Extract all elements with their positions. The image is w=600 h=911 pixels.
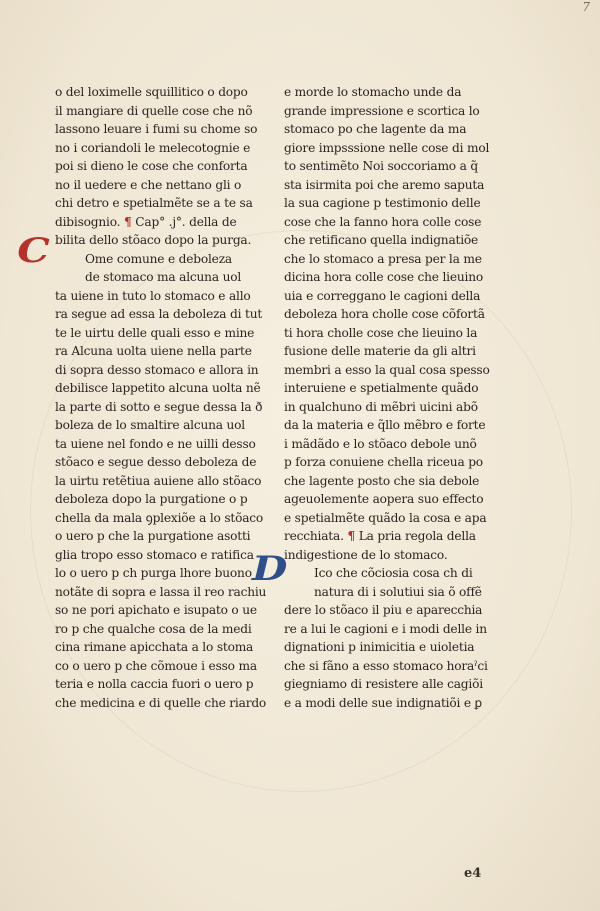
text-line: lassono leuare i fumi su chome so	[55, 122, 258, 136]
text-line: interuiene e spetialmente quãdo	[284, 381, 479, 395]
text-fragment: dibisognio.	[55, 214, 121, 229]
text-line: e spetialmẽte quãdo la cosa e apa	[284, 510, 487, 525]
text-line: lo o uero p ch purga lhore buono	[55, 566, 252, 580]
text-line: grande impressione e scortica lo	[284, 103, 480, 118]
red-initial: C	[17, 231, 50, 271]
text-line: e a modi delle sue indignatiõi e ꝑ	[284, 695, 483, 710]
text-line: che lagente posto che sia debole	[284, 473, 480, 488]
text-line: ra segue ad essa la deboleza di tut	[55, 307, 263, 321]
text-line: chella da mala ꝯplexiõe a lo stõaco	[55, 510, 264, 525]
text-line: giore impsssione nelle cose di mol	[284, 140, 490, 155]
text-line: poi si dieno le cose che conforta	[55, 159, 248, 173]
blue-initial: D	[252, 549, 288, 589]
text-line: deboleza hora cholle cose cõfortã	[284, 307, 485, 321]
text-line: che medicina e di quelle che riardo	[55, 695, 267, 710]
text-line: ti hora cholle cose che lieuino la	[284, 325, 478, 340]
text-line: che si fãno a esso stomaco horaˀci	[284, 658, 488, 673]
text-line: i mãdãdo e lo stõaco debole unõ	[284, 436, 477, 451]
text-line: indigestione de lo stomaco.	[284, 547, 448, 562]
text-line: fusione delle materie da gli altri	[284, 344, 476, 358]
text-line: re a lui le cagioni e i modi delle in	[284, 621, 487, 636]
text-line: no i coriandoli le melecotognie e	[55, 140, 251, 155]
text-line: la parte di sotto e segue dessa la ð	[55, 399, 263, 414]
text-line: de stomaco ma alcuna uol	[85, 270, 242, 284]
text-line: che lo stomaco a presa per la me	[284, 251, 482, 266]
text-line: ra Alcuna uolta uiene nella parte	[55, 344, 252, 358]
text-line: di sopra desso stomaco e allora in	[55, 362, 259, 377]
text-line: ta uiene nel fondo e ne uilli desso	[55, 436, 256, 451]
text-line: dere lo stõaco il piu e aparecchia	[284, 603, 483, 617]
text-line: glia tropo esso stomaco e ratifica	[55, 547, 254, 562]
right-column	[284, 83, 506, 712]
text-line: sta isirmita poi che aremo saputa	[284, 177, 485, 192]
text-line: da la materia e q̃llo mẽbro e forte	[284, 418, 486, 432]
rule-heading: La pria regola della	[358, 529, 476, 543]
text-line: dicina hora colle cose che lieuino	[284, 270, 484, 284]
text-line	[284, 527, 506, 546]
text-line: co o uero p che cõmoue i esso ma	[55, 658, 257, 673]
pilcrow-mark: ¶	[347, 529, 355, 543]
text-line: chi detro e spetialmẽte se a te sa	[55, 196, 253, 210]
text-line: boleza de lo smaltire alcuna uol	[55, 418, 246, 432]
text-line: natura di i solutiui sia õ offẽ	[314, 584, 482, 599]
text-line: uia e correggano le cagioni della	[284, 288, 481, 303]
text-line: stomaco po che lagente da ma	[284, 122, 467, 136]
text-line: cina rimane apicchata a lo stoma	[55, 640, 254, 654]
left-column	[55, 83, 275, 712]
text-line: cose che la fanno hora colle cose	[284, 214, 482, 229]
text-line: teria e nolla caccia fuori o uero p	[55, 677, 254, 691]
text-line: Ico che cõciosia cosa ch di	[314, 566, 473, 580]
text-line: dignationi p inimicitia e uioletia	[284, 640, 475, 654]
text-line: ro p che qualche cosa de la medi	[55, 621, 252, 636]
text-line: in qualchuno di mẽbri uicini abõ	[284, 399, 478, 414]
text-line: notãte di sopra e lassa il reo rachiu	[55, 584, 267, 599]
pilcrow-mark: ¶	[124, 214, 132, 229]
text-line: stõaco e segue desso deboleza de	[55, 455, 257, 469]
text-line: o uero p che la purgatione asotti	[55, 529, 251, 543]
text-line: e morde lo stomacho unde da	[284, 85, 462, 99]
text-line: to sentimẽto Noi soccoriamo a q̃	[284, 159, 478, 173]
text-line: il mangiare di quelle cose che nõ	[55, 103, 253, 118]
text-line: no il uedere e che nettano gli o	[55, 177, 242, 192]
text-line: che retificano quella indignatiõe	[284, 233, 479, 247]
text-fragment: recchiata.	[284, 529, 344, 543]
text-line: debilisce lappetito alcuna uolta nẽ	[55, 381, 261, 395]
signature-mark: e4	[464, 866, 482, 881]
text-line: la uirtu retẽtiua auiene allo stõaco	[55, 473, 262, 488]
chapter-heading: Cap° .j°. della de	[135, 214, 237, 229]
text-line: la sua cagione p testimonio delle	[284, 196, 481, 210]
text-line: ta uiene in tuto lo stomaco e allo	[55, 288, 251, 303]
corner-mark: 7	[582, 0, 590, 14]
text-line: Ome comune e deboleza	[85, 251, 232, 266]
text-line: te le uirtu delle quali esso e mine	[55, 325, 255, 340]
text-line: bilita dello stõaco dopo la purga.	[55, 233, 252, 247]
text-line: ageuolemente aopera suo effecto	[284, 492, 484, 506]
text-line	[55, 213, 275, 232]
text-line: so ne pori apichato e isupato o ue	[55, 603, 257, 617]
text-line: giegniamo di resistere alle cagiõi	[284, 677, 483, 691]
text-line: membri a esso la qual cosa spesso	[284, 362, 490, 377]
text-line: p forza conuiene chella riceua po	[284, 455, 483, 469]
text-line: o del loximelle squillitico o dopo	[55, 85, 248, 99]
text-line: deboleza dopo la purgatione o p	[55, 492, 248, 506]
